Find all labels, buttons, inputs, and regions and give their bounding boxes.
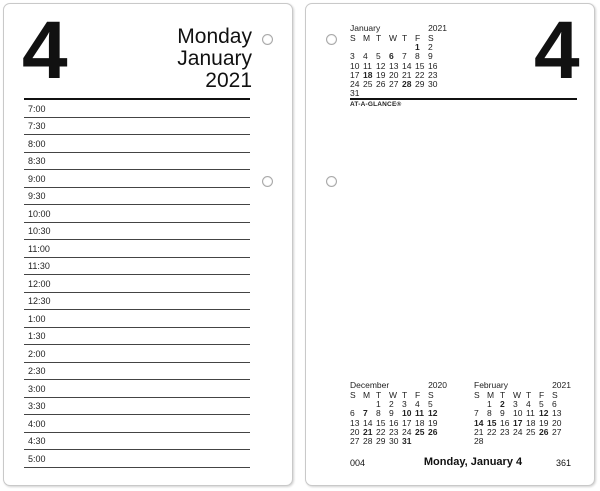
calendar-day: 19 bbox=[539, 417, 549, 428]
binder-hole bbox=[262, 176, 273, 187]
left-page bbox=[3, 3, 293, 486]
calendar-day bbox=[500, 437, 513, 446]
time-label: 8:30 bbox=[28, 156, 46, 166]
time-slot[interactable] bbox=[24, 310, 250, 328]
calendar-day: 14 bbox=[474, 417, 484, 428]
calendar-day: 4 bbox=[526, 399, 531, 410]
time-label: 12:30 bbox=[28, 296, 51, 306]
calendar-day bbox=[415, 437, 428, 446]
calendar-day: 27 bbox=[552, 426, 562, 437]
time-slot[interactable] bbox=[24, 153, 250, 171]
day-number: 4 bbox=[534, 5, 580, 96]
calendar-day: 22 bbox=[415, 69, 425, 80]
calendar-day: 2 bbox=[389, 399, 394, 410]
calendar-day: 12 bbox=[539, 408, 549, 419]
time-slot[interactable] bbox=[24, 118, 250, 136]
calendar-day bbox=[539, 437, 552, 446]
calendar-day: 20 bbox=[552, 417, 562, 428]
calendar-day: 3 bbox=[402, 399, 407, 410]
calendar-day: 17 bbox=[513, 417, 523, 428]
calendar-day: 3 bbox=[513, 399, 518, 410]
calendar-day: 19 bbox=[376, 69, 386, 80]
calendar-year: 2020 bbox=[428, 380, 447, 390]
calendar-day: 20 bbox=[350, 426, 360, 437]
right-page bbox=[305, 3, 595, 486]
calendar-week-row bbox=[474, 437, 571, 446]
calendar-day: 26 bbox=[376, 79, 386, 90]
time-label: 8:00 bbox=[28, 138, 46, 149]
time-label: 3:00 bbox=[28, 383, 46, 394]
calendar-day: 10 bbox=[513, 408, 523, 419]
calendar-day: 27 bbox=[389, 79, 399, 90]
calendar-day: 21 bbox=[363, 426, 373, 437]
calendar-day: 6 bbox=[552, 399, 557, 410]
calendar-month-name: February bbox=[474, 380, 509, 390]
calendar-day: 20 bbox=[389, 69, 399, 80]
time-label: 2:00 bbox=[28, 348, 46, 359]
calendar-month-name: January bbox=[350, 23, 381, 33]
calendar-day bbox=[552, 437, 565, 446]
calendar-day: 1 bbox=[376, 399, 381, 410]
time-label: 9:30 bbox=[28, 191, 46, 201]
calendar-day: 11 bbox=[363, 60, 372, 71]
time-label: 10:30 bbox=[28, 226, 51, 236]
weekday-letter: T bbox=[526, 390, 532, 400]
calendar-day: 15 bbox=[415, 60, 425, 71]
calendar-day: 18 bbox=[415, 417, 425, 428]
calendar-day: 24 bbox=[350, 79, 360, 90]
calendar-day: 30 bbox=[428, 79, 438, 90]
calendar-day: 13 bbox=[389, 60, 399, 71]
time-slot[interactable] bbox=[24, 258, 250, 276]
mini-calendar-february bbox=[474, 381, 571, 446]
calendar-day: 18 bbox=[363, 69, 373, 80]
weekday-letter: F bbox=[415, 33, 421, 43]
time-slot[interactable] bbox=[24, 170, 250, 188]
calendar-day: 29 bbox=[376, 436, 386, 447]
weekday-letter: S bbox=[428, 390, 434, 400]
day-number: 4 bbox=[22, 5, 68, 96]
calendar-day: 7 bbox=[474, 408, 479, 419]
calendar-day: 9 bbox=[389, 408, 394, 419]
calendar-day: 8 bbox=[415, 51, 420, 62]
calendar-day bbox=[487, 437, 500, 446]
calendar-day: 30 bbox=[389, 436, 399, 447]
days-remaining: 361 bbox=[556, 458, 572, 468]
time-label: 7:00 bbox=[28, 103, 46, 114]
calendar-day: 28 bbox=[363, 436, 373, 447]
calendar-day: 4 bbox=[415, 399, 420, 410]
time-slot[interactable] bbox=[24, 188, 250, 206]
time-slot[interactable] bbox=[24, 328, 250, 346]
calendar-day: 6 bbox=[350, 408, 355, 419]
weekday-letter: F bbox=[539, 390, 545, 400]
calendar-year: 2021 bbox=[428, 23, 447, 33]
weekday-letter: W bbox=[389, 33, 398, 43]
calendar-day: 24 bbox=[513, 426, 523, 437]
calendar-year: 2021 bbox=[552, 380, 571, 390]
weekday-letter: S bbox=[350, 390, 356, 400]
calendar-day: 17 bbox=[350, 69, 360, 80]
calendar-day: 12 bbox=[428, 408, 438, 419]
time-label: 11:30 bbox=[28, 261, 50, 271]
time-label: 10:00 bbox=[28, 208, 51, 219]
time-slot[interactable] bbox=[24, 100, 250, 118]
calendar-day: 6 bbox=[389, 51, 394, 62]
calendar-day: 23 bbox=[428, 69, 438, 80]
calendar-day: 7 bbox=[402, 51, 407, 62]
calendar-day: 25 bbox=[526, 426, 536, 437]
time-label: 3:30 bbox=[28, 401, 46, 411]
calendar-day: 11 bbox=[415, 408, 424, 419]
calendar-day: 21 bbox=[474, 426, 484, 437]
calendar-day: 25 bbox=[415, 426, 425, 437]
weekday-heading: Monday bbox=[177, 25, 252, 48]
calendar-day: 1 bbox=[487, 399, 492, 410]
calendar-day: 16 bbox=[389, 417, 399, 428]
calendar-day: 2 bbox=[428, 42, 433, 53]
mini-calendar-december bbox=[350, 381, 447, 446]
weekday-letter: W bbox=[513, 390, 522, 400]
time-label: 12:00 bbox=[28, 278, 51, 289]
calendar-day: 31 bbox=[402, 436, 412, 447]
calendar-day: 17 bbox=[402, 417, 412, 428]
calendar-day: 2 bbox=[500, 399, 505, 410]
weekday-letter: T bbox=[376, 33, 382, 43]
calendar-day: 3 bbox=[350, 51, 355, 62]
time-slot[interactable] bbox=[24, 398, 250, 416]
calendar-day: 5 bbox=[428, 399, 433, 410]
calendar-month-name: December bbox=[350, 380, 390, 390]
calendar-day: 11 bbox=[526, 408, 535, 419]
mini-calendar-january bbox=[350, 24, 447, 98]
day-of-year: 004 bbox=[350, 458, 366, 468]
time-label: 11:00 bbox=[28, 243, 50, 254]
calendar-day: 28 bbox=[402, 79, 412, 90]
binder-hole bbox=[326, 34, 337, 45]
calendar-day: 12 bbox=[376, 60, 386, 71]
year-heading: 2021 bbox=[205, 69, 252, 92]
time-label: 4:30 bbox=[28, 436, 46, 446]
calendar-day: 1 bbox=[415, 42, 420, 53]
calendar-day: 4 bbox=[363, 51, 368, 62]
calendar-day: 25 bbox=[363, 79, 373, 90]
calendar-day bbox=[526, 437, 539, 446]
time-slot[interactable] bbox=[24, 240, 250, 258]
calendar-day: 24 bbox=[402, 426, 412, 437]
calendar-day: 27 bbox=[350, 436, 360, 447]
calendar-day: 8 bbox=[487, 408, 492, 419]
calendar-day bbox=[513, 437, 526, 446]
weekday-letter: F bbox=[415, 390, 421, 400]
binder-hole bbox=[262, 34, 273, 45]
calendar-day: 8 bbox=[376, 408, 381, 419]
calendar-day: 5 bbox=[539, 399, 544, 410]
weekday-letter: T bbox=[500, 390, 506, 400]
calendar-day: 15 bbox=[376, 417, 386, 428]
calendar-day: 14 bbox=[363, 417, 373, 428]
calendar-day bbox=[428, 437, 441, 446]
weekday-letter: S bbox=[350, 33, 356, 43]
calendar-day: 19 bbox=[428, 417, 438, 428]
time-label: 1:00 bbox=[28, 313, 46, 324]
time-slot[interactable] bbox=[24, 275, 250, 293]
calendar-day: 13 bbox=[350, 417, 360, 428]
time-label: 4:00 bbox=[28, 418, 46, 429]
time-slot[interactable] bbox=[24, 345, 250, 363]
calendar-week-row bbox=[350, 80, 447, 89]
time-label: 9:00 bbox=[28, 173, 46, 184]
time-label: 2:30 bbox=[28, 366, 46, 376]
weekday-letter: M bbox=[487, 390, 495, 400]
time-label: 1:30 bbox=[28, 331, 46, 341]
calendar-day: 26 bbox=[539, 426, 549, 437]
calendar-day: 31 bbox=[350, 88, 360, 99]
calendar-day: 23 bbox=[389, 426, 399, 437]
weekday-letter: S bbox=[552, 390, 558, 400]
month-heading: January bbox=[177, 47, 252, 70]
calendar-day: 5 bbox=[376, 51, 381, 62]
calendar-day: 22 bbox=[487, 426, 497, 437]
calendar-day: 28 bbox=[474, 436, 484, 447]
calendar-week-row bbox=[474, 428, 571, 437]
weekday-letter: T bbox=[402, 390, 408, 400]
time-slot[interactable] bbox=[24, 380, 250, 398]
calendar-day: 10 bbox=[402, 408, 412, 419]
footer-date: Monday, January 4 bbox=[423, 456, 523, 468]
calendar-day: 18 bbox=[526, 417, 536, 428]
calendar-day: 7 bbox=[363, 408, 368, 419]
calendar-day: 15 bbox=[487, 417, 497, 428]
weekday-letter: S bbox=[474, 390, 480, 400]
weekday-letter: T bbox=[376, 390, 382, 400]
calendar-day: 23 bbox=[500, 426, 510, 437]
time-slot[interactable] bbox=[24, 135, 250, 153]
weekday-letter: M bbox=[363, 390, 371, 400]
weekday-letter: M bbox=[363, 33, 371, 43]
time-slot[interactable] bbox=[24, 450, 250, 468]
weekday-letter: S bbox=[428, 33, 434, 43]
calendar-day: 9 bbox=[428, 51, 433, 62]
time-slot[interactable] bbox=[24, 363, 250, 381]
calendar-day: 13 bbox=[552, 408, 562, 419]
calendar-day: 9 bbox=[500, 408, 505, 419]
brand-logo: AT-A-GLANCE® bbox=[350, 101, 402, 108]
calendar-day: 16 bbox=[500, 417, 510, 428]
time-slot[interactable] bbox=[24, 415, 250, 433]
calendar-day: 10 bbox=[350, 60, 360, 71]
calendar-day: 26 bbox=[428, 426, 438, 437]
calendar-day: 16 bbox=[428, 60, 438, 71]
time-slot[interactable] bbox=[24, 205, 250, 223]
time-label: 5:00 bbox=[28, 453, 46, 464]
weekday-letter: T bbox=[402, 33, 408, 43]
header-rule bbox=[350, 98, 577, 100]
calendar-week-row bbox=[350, 437, 447, 446]
calendar-day: 29 bbox=[415, 79, 425, 90]
calendar-day: 22 bbox=[376, 426, 386, 437]
time-slot[interactable] bbox=[24, 433, 250, 451]
time-slot[interactable] bbox=[24, 293, 250, 311]
calendar-day: 21 bbox=[402, 69, 412, 80]
weekday-letter: W bbox=[389, 390, 398, 400]
time-slot[interactable] bbox=[24, 223, 250, 241]
calendar-day: 14 bbox=[402, 60, 412, 71]
time-label: 7:30 bbox=[28, 121, 46, 131]
binder-hole bbox=[326, 176, 337, 187]
